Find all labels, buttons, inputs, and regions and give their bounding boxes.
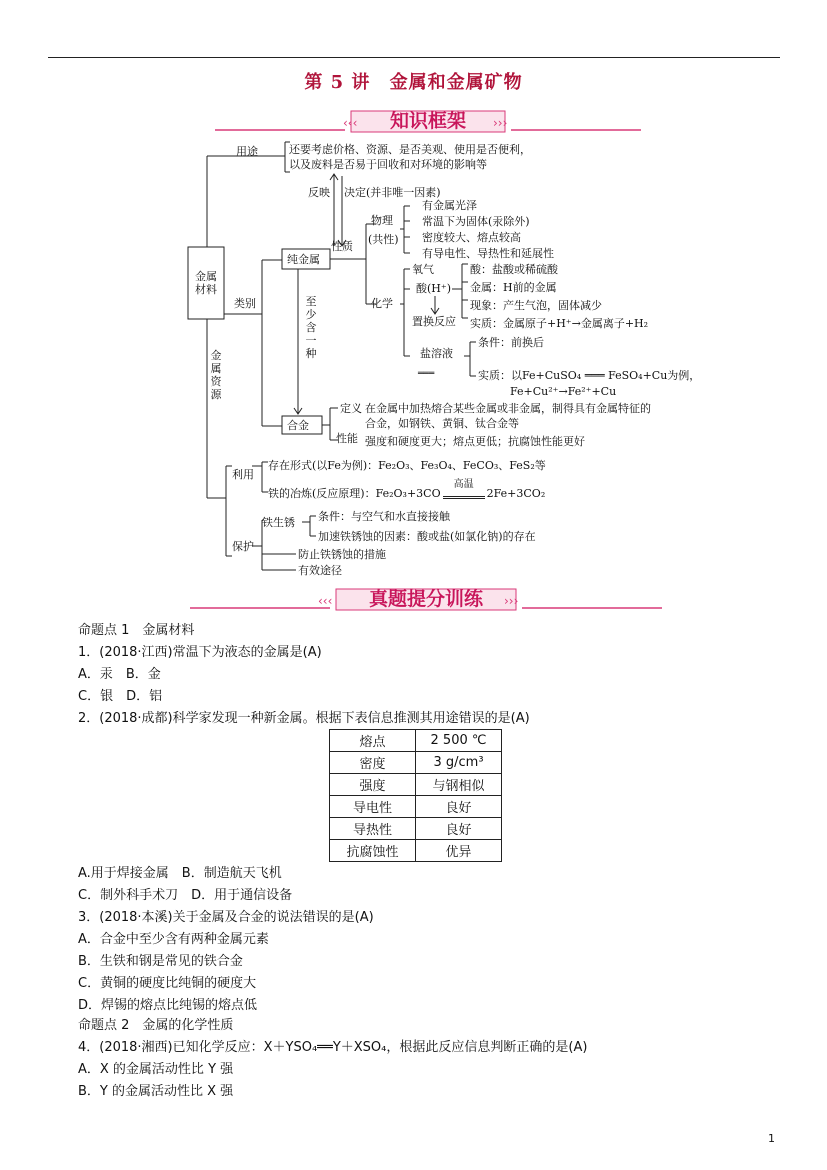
table-row xyxy=(330,730,502,752)
property-label: 性质 xyxy=(331,240,353,253)
page-number: 1 xyxy=(768,1132,775,1145)
table-cell: 2 500 ℃ xyxy=(416,730,502,752)
rust-label: 铁生锈 xyxy=(262,516,295,529)
smelting-right: 2Fe+3CO₂ xyxy=(486,487,546,500)
question-1-options-ab: A．汞 B．金 xyxy=(78,667,161,682)
acid-item-3: 现象：产生气泡，固体减少 xyxy=(470,299,602,312)
training-banner-title: 真题提分训练 xyxy=(368,588,483,610)
physical-item-4: 有导电性、导热性和延展性 xyxy=(422,247,554,260)
smelting-left: 铁的冶炼(反应原理)：Fe₂O₃+3CO xyxy=(268,487,441,500)
table-row xyxy=(330,840,502,862)
protect-label: 保护 xyxy=(232,540,254,553)
point1-heading: 命题点 1 金属材料 xyxy=(78,623,195,638)
acid-item-4: 实质：金属原子+H⁺→金属离子+H₂ xyxy=(470,317,649,330)
smelting-condition: 高温 xyxy=(453,478,474,490)
framework-banner-title: 知识框架 xyxy=(389,110,466,132)
table-cell: 导电性 xyxy=(330,796,416,818)
question-3-option-a: A．合金中至少含有两种金属元素 xyxy=(78,932,269,947)
table-row xyxy=(330,752,502,774)
root-metal-materials: 金属 材料 xyxy=(195,270,217,296)
table-cell: 密度 xyxy=(330,752,416,774)
performance-text: 强度和硬度更大；熔点更低；抗腐蚀性能更好 xyxy=(365,435,585,448)
header-rule xyxy=(48,57,780,58)
effective-way: 有效途径 xyxy=(298,564,342,577)
salt-solution-label: 盐溶液 xyxy=(420,347,453,360)
rust-accelerate: 加速铁锈蚀的因素：酸或盐(如氯化钠)的存在 xyxy=(318,530,536,543)
question-3-option-b: B．生铁和钢是常见的铁合金 xyxy=(78,954,243,969)
alloy-box: 合金 xyxy=(287,419,309,432)
svg-text:›››: ››› xyxy=(504,594,519,608)
category-label: 类别 xyxy=(234,297,256,310)
svg-text:‹‹‹: ‹‹‹ xyxy=(343,116,358,130)
metal-properties-table xyxy=(329,729,502,862)
definition-text-line1: 在金属中加热熔合某些金属或非金属，制得具有金属特征的 xyxy=(365,402,651,415)
commonality-label: (共性) xyxy=(368,233,399,246)
question-1: 1．(2018·江西)常温下为液态的金属是(A) xyxy=(78,645,322,660)
salt-ion-equation: Fe+Cu²⁺→Fe²⁺+Cu xyxy=(510,385,617,398)
utilize-label: 利用 xyxy=(232,468,254,481)
table-cell: 良好 xyxy=(416,796,502,818)
physical-label: 物理 xyxy=(371,214,393,227)
question-2-options-cd: C．制外科手术刀 D．用于通信设备 xyxy=(78,888,293,903)
performance-label: 性能 xyxy=(336,432,358,445)
rust-condition: 条件：与空气和水直接接触 xyxy=(318,510,450,523)
question-3: 3．(2018·本溪)关于金属及合金的说法错误的是(A) xyxy=(78,910,374,925)
question-2-options-ab: A.用于焊接金属 B．制造航天飞机 xyxy=(78,866,282,881)
table-cell: 抗腐蚀性 xyxy=(330,840,416,862)
use-label: 用途 xyxy=(236,145,258,158)
physical-item-2: 常温下为固体(汞除外) xyxy=(422,215,530,228)
question-2: 2．(2018·成都)科学家发现一种新金属。根据下表信息推测其用途错误的是(A) xyxy=(78,711,530,726)
reflect-label: 反映 xyxy=(308,186,330,199)
page-title xyxy=(0,68,827,94)
table-cell: 优异 xyxy=(416,840,502,862)
lecture-number: 第 5 讲 xyxy=(304,72,371,93)
question-4-option-a: A．X 的金属活动性比 Y 强 xyxy=(78,1062,234,1077)
question-3-option-c: C．黄铜的硬度比纯铜的硬度大 xyxy=(78,976,257,991)
physical-item-1: 有金属光泽 xyxy=(422,199,477,212)
svg-text:‹‹‹: ‹‹‹ xyxy=(318,594,333,608)
oxygen-label: 氧气 xyxy=(412,263,434,276)
metal-resources-label: 金 属 资 源 xyxy=(210,349,222,401)
question-4: 4．(2018·湘西)已知化学反应：X＋YSO₄══Y＋XSO₄，根据此反应信息判断正确的是(A) xyxy=(78,1040,588,1055)
framework-banner xyxy=(215,108,641,134)
table-row xyxy=(330,774,502,796)
table-cell: 熔点 xyxy=(330,730,416,752)
use-text-line2: 以及废料是否易于回收和对环境的影响等 xyxy=(289,158,487,171)
table-cell: 强度 xyxy=(330,774,416,796)
salt-essence: 实质：以Fe+CuSO₄ ═══ FeSO₄+Cu为例， xyxy=(478,369,701,382)
lecture-title: 金属和金属矿物 xyxy=(389,72,523,93)
smelting-principle xyxy=(268,478,546,500)
question-4-option-b: B．Y 的金属活动性比 X 强 xyxy=(78,1084,234,1099)
question-3-option-d: D．焊锡的熔点比纯锡的熔点低 xyxy=(78,998,258,1013)
pure-metal-box: 纯金属 xyxy=(287,253,320,266)
smelting-arrow xyxy=(443,478,485,499)
physical-item-3: 密度较大、熔点较高 xyxy=(422,231,521,244)
acid-item-2: 金属：H前的金属 xyxy=(470,281,557,294)
svg-text:›››: ››› xyxy=(493,116,508,130)
definition-text-line2: 合金，如钢铁、黄铜、钛合金等 xyxy=(365,417,519,430)
table-cell: 良好 xyxy=(416,818,502,840)
table-cell: 3 g/cm³ xyxy=(416,752,502,774)
training-banner xyxy=(190,586,662,612)
salt-condition: 条件：前换后 xyxy=(478,336,544,349)
definition-label: 定义 xyxy=(340,402,362,415)
acid-label: 酸(H⁺) xyxy=(416,282,451,295)
question-1-options-cd: C．银 D．铝 xyxy=(78,689,163,704)
point2-heading: 命题点 2 金属的化学性质 xyxy=(78,1018,234,1033)
replacement-label: 置换反应 xyxy=(412,315,456,328)
table-row xyxy=(330,796,502,818)
prevent-measures: 防止铁锈蚀的措施 xyxy=(298,548,386,561)
existence-form: 存在形式(以Fe为例)：Fe₂O₃、Fe₃O₄、FeCO₃、FeS₂等 xyxy=(268,459,546,472)
table-row xyxy=(330,818,502,840)
acid-item-1: 酸：盐酸或稀硫酸 xyxy=(470,263,558,276)
table-cell: 与钢相似 xyxy=(416,774,502,796)
use-text-line1: 还要考虑价格、资源、是否美观、使用是否便利， xyxy=(289,143,531,156)
chemical-label: 化学 xyxy=(371,297,393,310)
at-least-one-label: 至 少 含 一 种 xyxy=(305,295,317,360)
table-cell: 导热性 xyxy=(330,818,416,840)
svg-text:═══: ═══ xyxy=(418,369,435,379)
decide-label: 决定(并非唯一因素) xyxy=(344,186,441,199)
